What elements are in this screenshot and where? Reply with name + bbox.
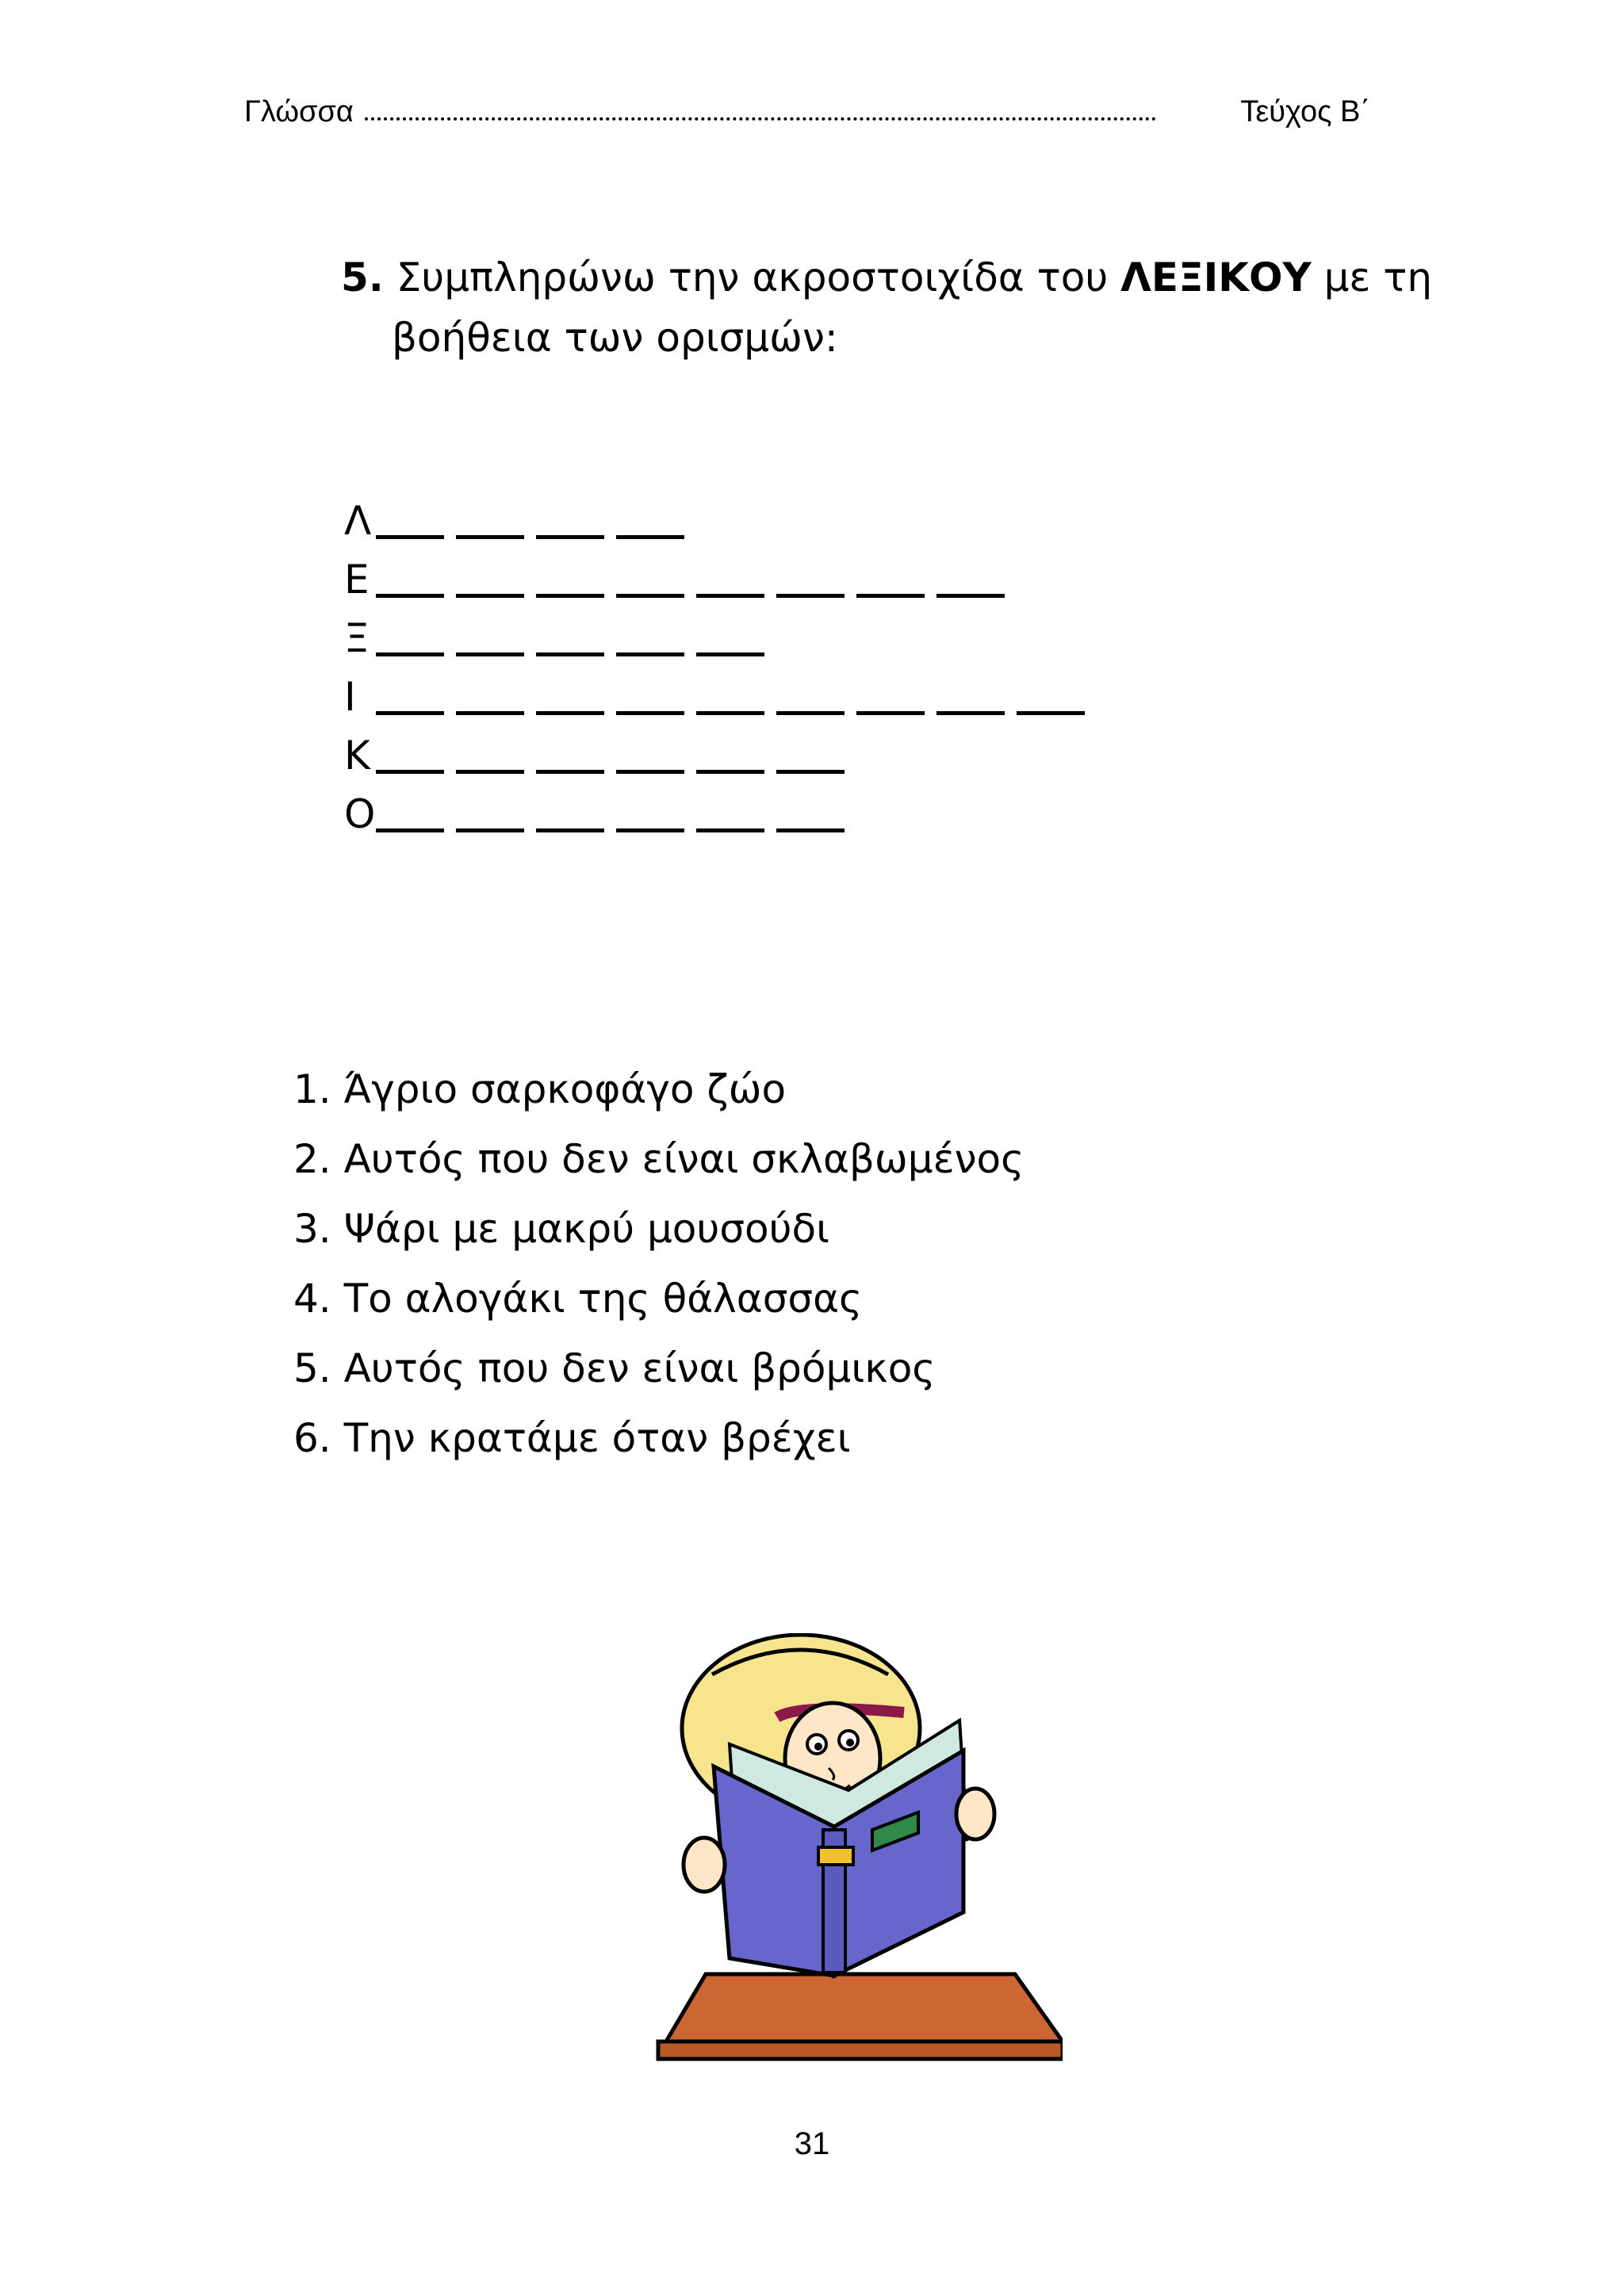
answer-blank[interactable]	[456, 770, 524, 774]
answer-blank[interactable]	[376, 535, 444, 539]
answer-blank[interactable]	[776, 594, 845, 598]
instruction-line-1	[341, 247, 1451, 308]
acrostic-grid	[344, 492, 1097, 844]
answer-blank[interactable]	[856, 594, 925, 598]
answer-blank[interactable]	[376, 652, 444, 656]
desk-front	[658, 2042, 1063, 2059]
acrostic-row	[344, 785, 1097, 844]
acrostic-letter: Κ	[344, 733, 370, 779]
answer-blank[interactable]	[936, 594, 1005, 598]
acrostic-letter: Ο	[344, 791, 376, 837]
page-number: 31	[794, 2126, 830, 2161]
answer-blank[interactable]	[696, 711, 764, 715]
acrostic-letter: Ι	[344, 674, 356, 720]
right-hand	[956, 1789, 994, 1839]
answer-blank[interactable]	[376, 770, 444, 774]
instruction-text: Συμπληρώνω την ακροστοιχίδα του	[396, 254, 1121, 300]
answer-blank[interactable]	[456, 652, 524, 656]
acrostic-letter: Ε	[344, 557, 370, 603]
acrostic-row	[344, 668, 1097, 726]
answer-blank[interactable]	[456, 594, 524, 598]
definition-item: 6. Την κρατάμε όταν βρέχει	[293, 1415, 851, 1461]
answer-blank[interactable]	[376, 711, 444, 715]
answer-blank[interactable]	[536, 770, 604, 774]
acrostic-row	[344, 492, 1097, 550]
acrostic-letter: Λ	[344, 498, 372, 544]
definition-item: 1. Άγριο σαρκοφάγο ζώο	[293, 1066, 787, 1112]
answer-blank[interactable]	[616, 594, 684, 598]
acrostic-row	[344, 609, 1097, 668]
answer-blank[interactable]	[776, 770, 845, 774]
acrostic-letter: Ξ	[344, 615, 370, 661]
answer-blank[interactable]	[536, 828, 604, 832]
answer-blank[interactable]	[616, 828, 684, 832]
answer-blank[interactable]	[616, 652, 684, 656]
answer-blank[interactable]	[696, 828, 764, 832]
answer-blank[interactable]	[536, 535, 604, 539]
answer-blank[interactable]	[456, 711, 524, 715]
definition-item: 2. Αυτός που δεν είναι σκλαβωμένος	[293, 1136, 1025, 1182]
answer-blank[interactable]	[616, 770, 684, 774]
page-header	[244, 95, 1370, 143]
desk-top	[666, 1974, 1063, 2042]
definition-item: 5. Αυτός που δεν είναι βρόμικος	[293, 1345, 936, 1391]
answer-blank[interactable]	[456, 535, 524, 539]
answer-blank[interactable]	[936, 711, 1005, 715]
instruction-line-2: βοήθεια των ορισμών:	[392, 315, 838, 361]
girl-reading-illustration	[650, 1633, 1063, 2061]
answer-blank[interactable]	[616, 535, 684, 539]
acrostic-row	[344, 550, 1097, 609]
definitions-list	[293, 1054, 1024, 1473]
answer-blank[interactable]	[536, 594, 604, 598]
answer-blank[interactable]	[616, 711, 684, 715]
answer-blank[interactable]	[1017, 711, 1085, 715]
exercise-number: 5.	[341, 254, 384, 300]
header-subject: Γλώσσα	[244, 95, 354, 128]
instruction-keyword: ΛΕΞΙΚΟΥ	[1120, 254, 1312, 300]
answer-blank[interactable]	[696, 652, 764, 656]
instruction-text-end: με τη	[1311, 254, 1433, 300]
answer-blank[interactable]	[536, 652, 604, 656]
exercise-instruction	[341, 247, 1451, 368]
definition-item: 4. Το αλογάκι της θάλασσας	[293, 1276, 863, 1322]
acrostic-row	[344, 726, 1097, 785]
definition-item: 3. Ψάρι με μακρύ μουσούδι	[293, 1206, 830, 1252]
answer-blank[interactable]	[856, 711, 925, 715]
answer-blank[interactable]	[696, 770, 764, 774]
answer-blank[interactable]	[536, 711, 604, 715]
answer-blank[interactable]	[776, 711, 845, 715]
answer-blank[interactable]	[376, 828, 444, 832]
answer-blank[interactable]	[376, 594, 444, 598]
book-label	[818, 1847, 853, 1865]
answer-blank[interactable]	[696, 594, 764, 598]
header-issue: Τεύχος Β΄	[1240, 95, 1370, 128]
answer-blank[interactable]	[456, 828, 524, 832]
answer-blank[interactable]	[776, 828, 845, 832]
left-hand	[684, 1838, 725, 1892]
header-dotted-line	[365, 117, 1156, 121]
